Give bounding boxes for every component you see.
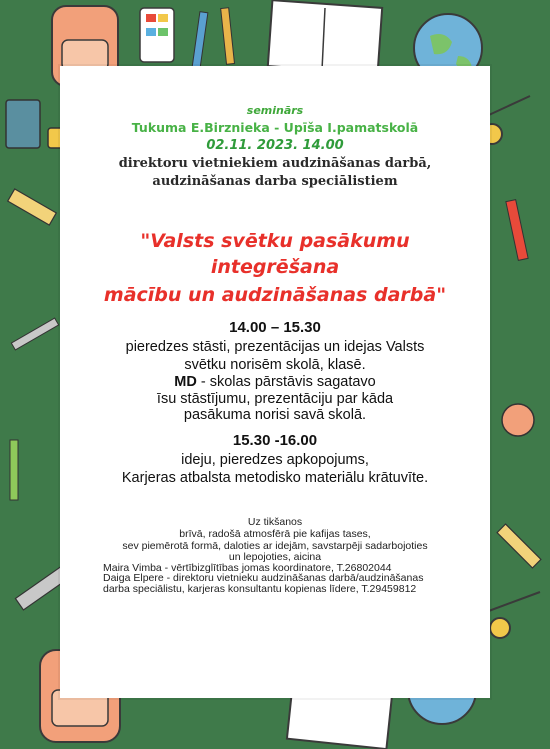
footer-line-4: un lepojoties, aicina [228,551,322,563]
event-title-line-3: mācību un audzināšanas darbā" [103,284,447,306]
ruler-icon [8,189,57,225]
seminar-label: seminārs [246,104,304,117]
contact-maira-vimba: Maira Vimba - vērtībizglītības jomas koordinatore, T.26802044 [103,562,392,574]
pencil-icon [221,8,235,65]
session-2-time: 15.30 -16.00 [232,432,318,449]
audience-line-2: audzināšanas darba speciālistiem [152,174,398,189]
pencil-icon [192,12,208,73]
session-1-line-5: pasākuma norisi savā skolā. [183,407,367,423]
session-1-line-4: īsu stāstījumu, prezentāciju par kāda [156,391,394,407]
compass-icon [502,404,534,436]
session-1-line-1: pieredzes stāsti, prezentācijas un idejas Valsts [125,339,425,355]
session-2-line-1: ideju, pieredzes apkopojums, [181,452,369,468]
school-name: Tukuma E.Birznieka - Upīša I.pamatskolā [131,120,419,135]
session-1-time: 14.00 – 15.30 [229,319,321,336]
chain-icon [11,318,58,350]
contact-daiga-elpere-line-1: Daiga Elpere - direktoru vietnieku audzināšanas darbā/audzināšanas [103,572,424,584]
footer-line-3: sev piemērotā formā, daloties ar idejām, savstarpēji sadarbojoties [122,540,428,552]
event-title-line-2: integrēšana [210,256,340,278]
contact-daiga-elpere-line-2: darba speciālistu, karjeras konsultantu kopienas līdere, T.29459812 [103,583,417,595]
md-label: MD [174,374,197,390]
calculator-icon [6,100,40,148]
session-1-md-line [60,373,490,391]
footer-greeting: Uz tikšanos [247,516,303,528]
pencil-icon [10,440,18,500]
session-2-line-2: Karjeras atbalsta metodisko materiālu krātuvīte. [121,470,429,486]
session-1-line-2: svētku norisēm skolā, klasē. [184,357,366,373]
event-date-time: 02.11. 2023. 14.00 [206,138,344,153]
notebook-icon [268,0,382,74]
md-description: - skolas pārstāvis sagatavo [196,374,376,390]
pencil-icon [506,200,528,261]
audience-line-1: direktoru vietniekiem audzināšanas darbā, [118,156,432,171]
paint-palette-icon [140,8,174,62]
event-title-line-1: "Valsts svētku pasākumu [140,230,410,252]
footer-line-2: brīvā, radošā atmosfērā pie kafijas tases, [179,528,371,540]
ruler-icon [497,524,541,568]
